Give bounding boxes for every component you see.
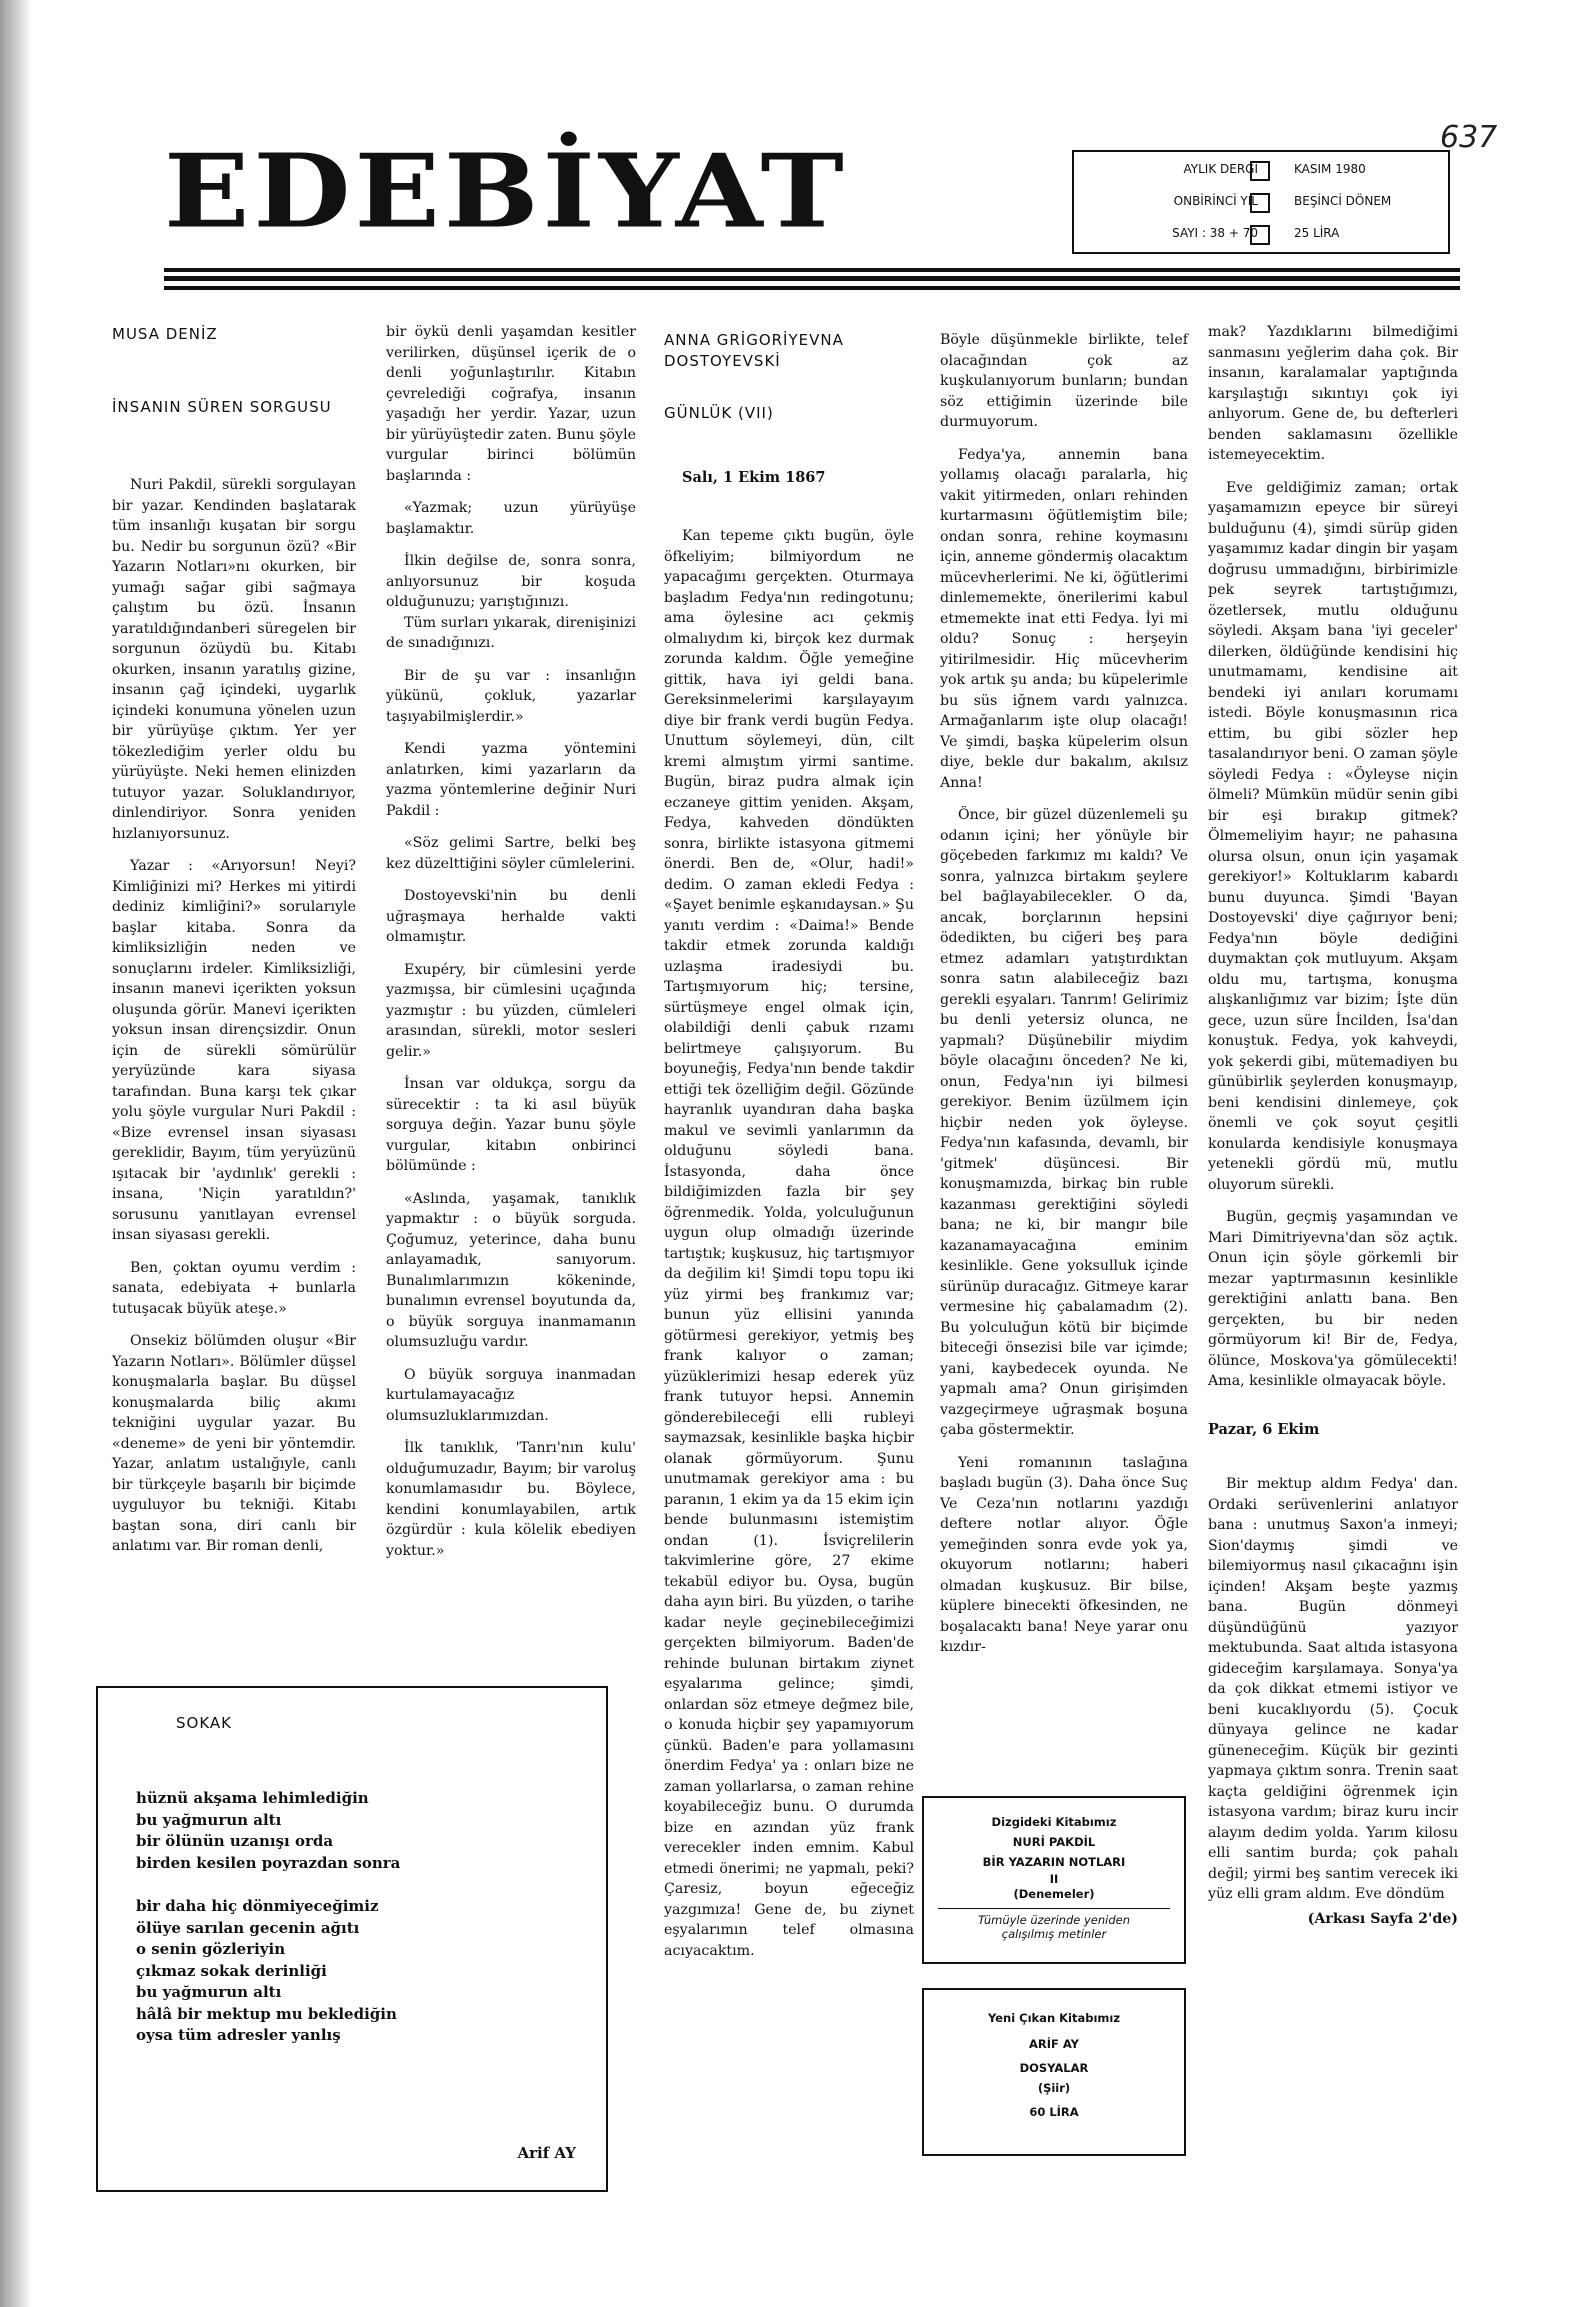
continued-note: (Arkası Sayfa 2'de) (1307, 1910, 1458, 1927)
poem-line: birden kesilen poyrazdan sonra (136, 1853, 401, 1872)
paragraph: Fedya'ya, annemin bana yollamış olacağı paralarla, hiç vakit yitirmeden, onları rehinden kurtarmasını öğütlemiştim bile; ondan sonra, rehine koymasını için, anneme göndermiş olacaktım mücevherlerimi. Ne ki, öğütlerimi dinlememekte, önerilerimi kabul etmemekte inat etti Fedya. İyi mi oldu? Sonuç : herşeyin yitirilmesidir. Hiç mücevherim yok artık şu anda; bu küpelerimle bu süs iğnem vardı yalnızca. Armağanlarım işte olup olacağı! Ve şimdi, başka küpelerim olsun diye, bekle dur bakalım, akılsız Anna! (940, 446, 1188, 791)
ad-genre: (Şiir) (1037, 2081, 1071, 2095)
scan-edge-shadow (0, 0, 32, 2307)
paragraph: Kan tepeme çıktı bugün, öyle öfkeliyim; bilmiyordum ne yapacağımı gerçekten. Oturmaya başladım Fedya'nın redingotunu; ama öylesine acı çekmiş olmalıydım ki, birçok kez durmak zorunda kaldım. Öğle yemeğine gittik, hava iyi geldi bana. Gereksinmelerimi karşılayayım diye bir frank verdi bugün Fedya. Unuttum söylemeyi, dün, cilt kremi almıştım yirmi santime. Bugün, biraz pudra almak için eczaneye gittim yeniden. Akşam, Fedya, kahveden döndükten sonra, birlikte istasyona gitmemi önerdi. Ben de, «Olur, hadi!» dedim. O zaman ekledi Fedya : «Şayet benimle eşkanıdaysan.» Şu yanıtı verdim : «Daima!» Bende takdir etmek zorunda kaldığı uzlaşma iradesiydi bu. Tartışmıyorum hiç; tersine, sürtüşmeye engel olmak için, olabildiği denli çabuk rızamı belirtmeye çalışıyorum. Bu boyuneğiş, Fedya'nın bende takdir ettiği tek özelliğim değil. Gözünde hayranlık uyandıran daha başka makul ve sevimli yanlarımın da olduğunu söyledi bana. İstasyonda, daha önce bildiğimizden fazla bir şey öğrenmedik. Yolda, yolculuğunun uygun olup olmadığı üzerinde tartıştık; kuşkusuz, hiç tartışmıyor da değilim ki! Şimdi topu topu iki yüz yirmi beş frankımız var; bunun yüz ellisini yanında götürmesi gerekiyor, yetmiş beş frank kalıyor o zaman; yüzüklerimizi hesap ederek yüz frank tutuyor hepsi. Annemin gönderebileceği elli rubleyi saymazsak, kesinlikle başka hiçbir olanak görmüyorum. Şunu unutmamak gerekiyor ama : bu paranın, 1 ekim ya da 15 ekim için bende bulunmasını istemiştim ondan (1). İsviçrelilerin takvimlerine göre, 27 ekime tekabül ediyor bu. Oysa, bugün daha ayın biri. Bu yüzden, o tarihe kadar neyle geçinebileceğimizi gerçekten bilmiyorum. Baden'de rehinde bulunan birtakım ziynet eşyalarıma gelince; şimdi, onlardan söz etmeye değmez bile, o konuda hiçbir şey yapamıyorum çünkü. Baden'e para yollamasını önerdim Fedya' ya : onları bize ne zaman yollarlarsa, o zaman rehine koyabileceğiz bunu. O durumda bize en azından yüz frank verecekler inden emnim. Kabul etmedi önerimi; ne yapmalı, peki? Çaresiz, boyun eğeceğiz yazgımıza! Gene de, bu ziynet eşyalarımın telef olmasına acıyacaktım. (664, 528, 914, 1959)
poem-box (96, 1686, 608, 2192)
paragraph: İlk tanıklık, 'Tanrı'nın kulu' olduğumuzadır, Bayım; bir varoluş konumlamasıdır bu. Böylece, kendini konumlayabilen, artık özgürdür : kula kölelik ebediyen yoktur.» (386, 1440, 636, 1559)
info-period: BEŞİNCİ DÖNEM (1294, 194, 1392, 208)
paragraph: «Aslında, yaşamak, tanıklık yapmaktır : o büyük sorguda. Çoğumuz, yeterince, daha bunu anlayamadık, sanıyorum. Bunalımlarımızın kökeninde, bunalımın evrensel boyutunda da, o büyük sorguya inanmamanın olumsuzluğu vardır. (386, 1190, 636, 1350)
stanza-gap (136, 1874, 400, 1896)
poem-author: Arif AY (517, 2144, 576, 2162)
ad-author: NURİ PAKDİL (1012, 1835, 1096, 1849)
ad-author: ARİF AY (1028, 2037, 1080, 2051)
paragraph: Yazar : «Arıyorsun! Neyi? Kimliğinizi mi? Herkes mi yitirdi dediniz kimliğini?» sorularıyle başlar kitaba. Sonra da kimliksizliğin neden ve sonuçlarını irdeler. Kimliksizliği, insanın manevi içerikten yoksun oluşunda görür. Manevi içerikten yoksun insan dirençsizdir. Onun için de sürekli sömürülür yeryüzünde kara siyasa tarafından. Buna karşı tek çıkar yolu şöyle vurgular Nuri Pakdil : «Bize evrensel insan siyasası gereklidir, Bayım, tüm yeryüzünü ışıtacak bir 'aydınlık' gerekli : insana, 'Niçin yaratıldın?' sorusunu yanıtlayan evrensel insan siyasası gerekli. (112, 858, 356, 1243)
paragraph: mak? Yazdıklarını bilmediğimi sanmasını yeğlerim daha çok. Bir insanın, karalamalar yaptığında karşılaştığı sıkıntıyı çok iyi anlıyorum. Gene de, bu defterleri benden saklamasını özellikle istemeyecektim. (1208, 324, 1458, 463)
poem-body (136, 1788, 400, 2047)
ad-heading: Dizgideki Kitabımız (991, 1815, 1117, 1829)
paragraph: bir öykü denli yaşamdan kesitler verilirken, düşünsel içerik de o denli yoğunlaştırılır. Kitabın çevrelediği coğrafya, insanın yaşadığı her yerdir. Yazar, uzun bir yürüyüştedir zaten. Bunu şöyle vurgular birinci bölümün başlarında : (386, 324, 636, 484)
column-5 (1208, 322, 1458, 1929)
masthead-title: EDEBİYAT (164, 132, 848, 251)
article1-title: İNSANIN SÜREN SORGUSU (112, 397, 332, 416)
info-checkbox (1250, 193, 1270, 213)
info-year: ONBİRİNCİ YIL (1173, 194, 1258, 208)
info-checkbox (1250, 225, 1270, 245)
poem-line: ölüye sarılan gecenin ağıtı (136, 1918, 360, 1937)
paragraph: Bugün, geçmiş yaşamından ve Mari Dimitriyevna'dan söz açtık. Onun için şöyle görkemli bir mezar yaptırmasının kesinlikle gerektiğini anlattı bana. Ben gerçekten, bu bir neden görmüyorum ki! Bir de, Fedya, ölünce, Moskova'ya gömülecekti! Ama, kesinlikle olmayacak böyle. (1208, 1209, 1458, 1389)
paragraph: İnsan var oldukça, sorgu da sürecektir : ta ki asıl büyük sorguya değin. Yazar bunu şöyle vurgular, kitabın onbirinci bölümünde : (386, 1076, 636, 1174)
forthcoming-book-ad (922, 1796, 1186, 1964)
ad-genre: (Denemeler) (1013, 1887, 1095, 1901)
paragraph: Onsekiz bölümden oluşur «Bir Yazarın Notları». Bölümler düşsel konuşmalarla başlar. Bu düşsel konuşmalarda biliç akımı tekniğini uygular yazar. Bu «deneme» de yeni bir yöntemdir. Yazar, anlatım ustalığıyle, canlı bir türkçeyle başarılı bir biçimde uyguluyor bu tekniği. Kitabı baştan sona, diri canlı bir anlatımı var. Bir roman denli, (112, 1333, 356, 1554)
ad-heading: Yeni Çıkan Kitabımız (987, 2011, 1121, 2025)
column-2 (386, 322, 636, 1561)
poem-title: SOKAK (176, 1714, 232, 1732)
paragraph: Kendi yazma yöntemini anlatırken, kimi yazarların da yazma yöntemlerine değinir Nuri Pakdil : (386, 741, 636, 819)
new-book-ad (922, 1988, 1186, 2156)
info-price: 25 LİRA (1294, 226, 1340, 240)
paragraph: Böyle düşünmekle birlikte, telef olacağından çok az kuşkulanıyorum bunların; bundan söz ettiğimin üzerinde bile durmuyorum. (940, 332, 1188, 430)
paragraph: Exupéry, bir cümlesini yerde yazmışsa, bir cümlesini uçağında yazmıştır : bu yüzden, cümleleri arasından, sürekli, motor sesleri gelir.» (386, 961, 636, 1060)
paragraph: Bir mektup aldım Fedya' dan. Ordaki serüvenlerini anlatıyor bana : unutmuş Saxon'a inmeyi; Sion'daymış şimdi ve bilemiyormuş nasıl çıkacağını işin içinden! Akşam beşte yazmış bana. Bugün dönmeyi düşündüğünü yazıyor mektubunda. Saat altıda istasyona gideceğim karşılamaya. Sonya'ya da çok dikkat etmemi istiyor ve beni kucaklıyordu (5). Çocuk dünyaya gelince ne kadar güneneceğim. Küçük bir gezinti yapmaya çıktım sonra. Trenin saat kaçta geldiğini öğrenmek için istasyona vardım; biraz kuru incir alayım dedim yolda. Yarım kilosu elli santim burda; çok pahalı değil; yirmi beş santim verecek iki yüz elli gram aldım. Eve döndüm (1208, 1476, 1458, 1902)
issue-info-box (1072, 150, 1450, 254)
column-4 (940, 330, 1188, 1658)
article2-author-line2: DOSTOYEVSKİ (664, 351, 781, 370)
ad-note: çalışılmış metinler (1001, 1927, 1107, 1941)
article1-author: MUSA DENİZ (112, 325, 218, 343)
paragraph: İlkin değilse de, sonra sonra, anlıyorsunuz bir koşuda olduğunuzu; yarıştığınızı. (386, 553, 636, 610)
paragraph: Dostoyevski'nin bu denli uğraşmaya herhalde vakti olmamıştır. (386, 888, 636, 945)
column-1 (112, 324, 356, 1557)
poem-line: oysa tüm adresler yanlış (136, 2026, 341, 2044)
entry-date: Pazar, 6 Ekim (1208, 1420, 1320, 1438)
rule-line (164, 286, 1460, 290)
ad-price: 60 LİRA (1029, 2105, 1079, 2119)
ad-divider (938, 1908, 1170, 1909)
article2-author-line1: ANNA GRİGORİYEVNA (664, 331, 844, 349)
paragraph: «Yazmak; uzun yürüyüşe başlamaktır. (386, 500, 636, 537)
paragraph: Önce, bir güzel düzenlemeli şu odanın içini; her yönüyle bir göçebeden farkımız mı kaldı? Ve sonra, yalnızca birtakım şeylere bel bağlayabilecekler. O da, ancak, borçlarının hepsini ödedikten, bu ciğeri beş para etmez adamları yatıştırdıktan sonra satın alabileceğiz bazı gerekli eşyaları. Tanrım! Gelirimiz bu denli yetersiz olunca, ne yapmalı? Düşünebilir miydim böyle olacağını önceden? Ne ki, onun, Fedya'nın iyi bilmesi gerekiyor. Benim üzülmem için hiçbir neden yok öyleyse. Fedya'nın kafasında, devamlı, bir 'gitmek' düşüncesi. Bir konuşmamızda, birkaç bin ruble kazanması gerektiğini söyledi bana; ne ki, bir mangır bile kazanamayacağına eminim kesinlikle. Gene yoksulluk içinde sürünüp duracağız. Gitmeye karar vermesine hiç çabalamadım (2). Bu yolculuğun kötü bir biçimde biteceği önsezisi bile var içimde; yani, kaybedecek oyunda. Ne yapmalı ama? Onun girişimden vazgeçirmeye uğraşmak boşuna çaba göstermektir. (940, 807, 1188, 1438)
ad-note: Tümüyle üzerinde yeniden (977, 1913, 1131, 1927)
info-date: KASIM 1980 (1294, 162, 1366, 176)
poem-line: bir ölünün uzanışı orda (136, 1832, 334, 1850)
ad-book-title: BİR YAZARIN NOTLARI (982, 1855, 1126, 1869)
paragraph: Tüm surları yıkarak, direnişinizi de sınadığınızı. (386, 614, 636, 651)
rule-line (164, 276, 1460, 281)
poem-line: bu yağmurun altı (136, 1983, 282, 2001)
info-checkbox (1250, 161, 1270, 181)
entry-date: Salı, 1 Ekim 1867 (682, 468, 826, 486)
info-issue: SAYI : 38 + 70 (1172, 226, 1258, 240)
poem-line: bir daha hiç dönmiyeceğimiz (136, 1897, 379, 1915)
ad-book-title: DOSYALAR (1019, 2061, 1089, 2075)
poem-line: hâlâ bir mektup mu beklediğin (136, 2004, 397, 2023)
paragraph: «Söz gelimi Sartre, belki beş kez düzelttiğini söyler cümlelerini. (386, 835, 636, 872)
column-3 (664, 330, 914, 1961)
poem-line: o senin gözleriyin (136, 1940, 286, 1958)
paragraph: Eve geldiğimiz zaman; ortak yaşamamızın epeyce bir süreyi bulduğunu (4), şimdi sürüp giden yaşamımız kadar dingin bir yaşam doğrusu ummadığını, birbirimizle pek seyrek tartıştığımızı, özetlersek, mutlu olduğunu söyledi. Akşam bana 'iyi geceler' dilerken, öldüğünde kendisini hiç unutmamamı, kendisine ait bendeki iyi anıları korumamı istedi. Böyle konuşmasının rica ettim, bu gibi sözler hep tasalandırıyor beni. O zaman şöyle söyledi Fedya : «Öyleyse niçin ölmeli? Mümkün müdür senin gibi bir eşi bırakıp gitmek? Ölmemeliyim hayır; ne pahasına olursa olsun, onun için yaşamak gerekiyor!» Koltuklarım kabardı bunu duyunca. Şimdi 'Bayan Dostoyevski' diye çağırıyor beni; Fedya'nın böyle dediğini duymaktan çok mutluyum. Akşam oldu mu, tartışma, konuşma alışkanlığımız var bizim; İşte dün gece, uzun süre İncilden, İsa'dan konuştuk. Fedya, yok kahveydi, yok şekerdi gibi, mütemadiyen bu günübirlik şeylerden konuşmayıp, beni kendisini dinlemeye, çok önemli ve çok soyut çeşitli konularda kendisiyle konuşmaya yetenekli gördü mü, mutlu oluyorum sürekli. (1208, 479, 1458, 1193)
paragraph: O büyük sorguya inanmadan kurtulamayacağız olumsuzluklarımızdan. (386, 1366, 636, 1424)
paragraph: Nuri Pakdil, sürekli sorgulayan bir yazar. Kendinden başlatarak tüm insanlığı kuşatan bir sorgu bu. Nedir bu sorgunun özü? «Bir Yazarın Notları»nı okurken, bir yumağı sağar gibi sağmaya çalıştım bu özü. İnsanın yaratıldığındanberi süregelen bir sorgunun özüydü bu. Kitabı okurken, insanın yaratılış gizine, insanın çağ içindeki, uygarlık içindeki konumuna yönelen uzun bir yürüyüşe çıktım. Yer yer tökezlediğim yerler oldu bu yürüyüşte. Neki hemen elinizden tutuyor yazar. Soluklandırıyor, dinlendiriyor. Sonra yeniden hızlanıyorsunuz. (112, 477, 356, 842)
poem-line: çıkmaz sokak derinliği (136, 1961, 327, 1980)
info-monthly: AYLIK DERGİ (1183, 162, 1258, 176)
poem-line: hüznü akşama lehimlediğin (136, 1789, 369, 1807)
paragraph: Ben, çoktan oyumu verdim : sanata, edebiyata + bunlarla tutuşacak büyük ateşe.» (112, 1259, 356, 1317)
poem-line: bu yağmurun altı (136, 1810, 282, 1829)
page-number: 637 (1440, 120, 1498, 155)
paragraph: Bir de şu var : insanlığın yükünü, çokluk, yazarlar taşıyabilmişlerdir.» (386, 667, 636, 725)
rule-line (164, 268, 1460, 272)
ad-volume: II (1049, 1872, 1059, 1886)
paragraph: Yeni romanının taslağına başladı bugün (3). Daha önce Suç Ve Ceza'nın notlarını yazdığı deftere notlar alıyor. Öğle yemeğinden sonra evde yok ya, okuyorum notlarını; haberi olmadan kuşkusuz. Bir bilse, küplere binecekti öfkesinden, ne boşalacaktı bana! Neye yarar onu kızdır- (940, 1454, 1188, 1655)
article2-title: GÜNLÜK (VII) (664, 404, 774, 422)
